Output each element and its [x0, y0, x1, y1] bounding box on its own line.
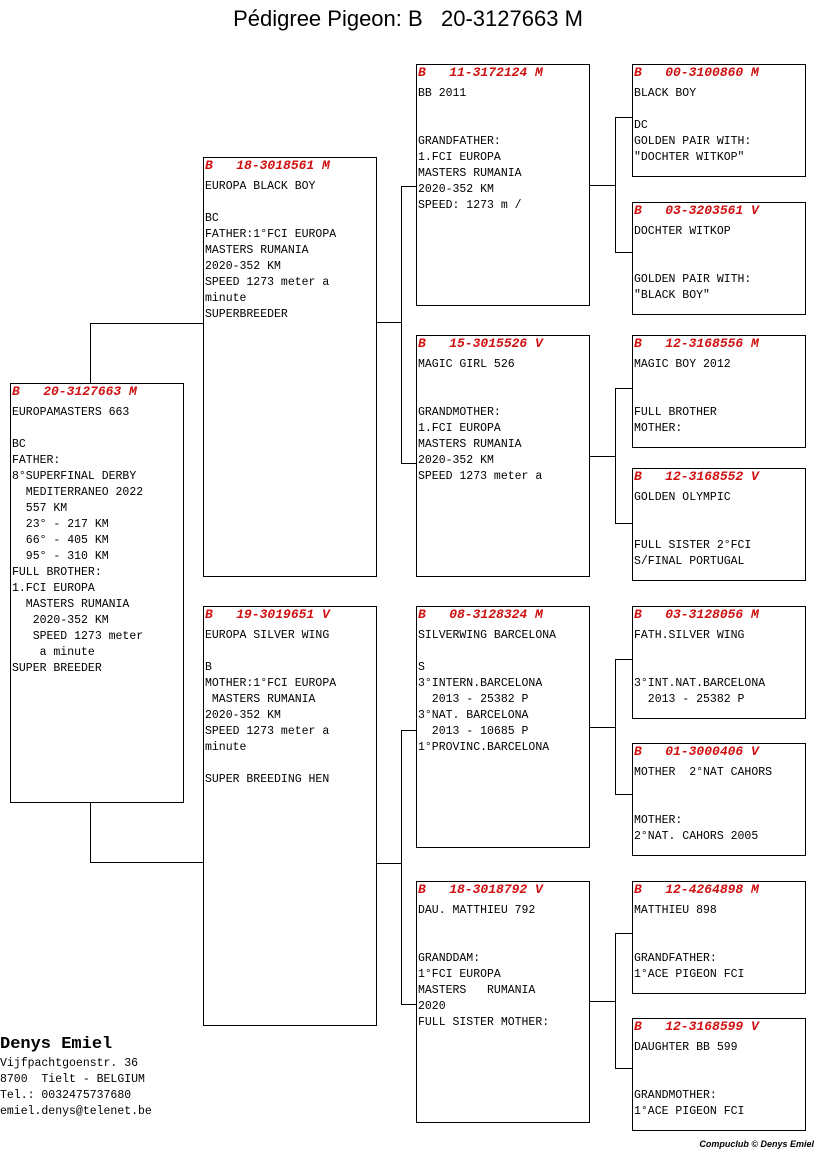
connector-line: [615, 794, 633, 795]
pigeon-info-line: BB 2011: [418, 87, 467, 100]
pigeon-info-line: SPEED 1273 meter a: [418, 470, 543, 483]
pigeon-info-line: MASTERS RUMANIA: [12, 598, 130, 611]
pigeon-info-line: DAUGHTER BB 599: [634, 1041, 738, 1054]
connector-line: [401, 730, 417, 731]
pigeon-info-line: GOLDEN OLYMPIC: [634, 491, 731, 504]
connector-line: [589, 727, 616, 728]
connector-line: [615, 933, 633, 934]
pigeon-info-line: GRANDMOTHER:: [634, 1089, 717, 1102]
owner-address-line: 8700 Tielt - BELGIUM: [0, 1073, 145, 1086]
pigeon-info-line: [634, 389, 805, 405]
ring-number: B 03-3128056 M: [634, 607, 759, 622]
connector-line: [589, 1001, 616, 1002]
pigeon-info-line: 1.FCI EUROPA: [12, 582, 95, 595]
pigeon-info-line: MAGIC BOY 2012: [634, 358, 731, 371]
pigeon-info-line: MOTHER 2°NAT CAHORS: [634, 766, 773, 779]
pigeon-info-line: SPEED: 1273 m /: [418, 199, 522, 212]
pigeon-info-line: 95° - 310 KM: [12, 550, 109, 563]
owner-email[interactable]: emiel.denys@telenet.be: [0, 1105, 152, 1118]
connector-line: [615, 388, 616, 524]
pigeon-info-line: 3°INTERN.BARCELONA: [418, 677, 543, 690]
pigeon-info-line: [205, 756, 376, 772]
connector-line: [376, 863, 402, 864]
pigeon-info-line: 1°PROVINC.BARCELONA: [418, 741, 550, 754]
pigeon-info-line: [418, 919, 589, 935]
pigeon-info-line: SUPERBREEDER: [205, 308, 288, 321]
ring-number: B 08-3128324 M: [418, 607, 543, 622]
pigeon-info: [12, 405, 183, 677]
pigeon-card-ggp-7: [632, 881, 806, 994]
owner-address-line: Vijfpachtgoenstr. 36: [0, 1057, 139, 1070]
pigeon-info-line: MASTERS RUMANIA: [205, 244, 309, 257]
pigeon-info-line: minute: [205, 292, 247, 305]
pigeon-info-line: BC: [12, 438, 26, 451]
pigeon-card-ggp-6: [632, 743, 806, 856]
pigeon-info-line: [12, 421, 183, 437]
pigeon-info-line: EUROPAMASTERS 663: [12, 406, 130, 419]
pigeon-info-line: DAU. MATTHIEU 792: [418, 904, 536, 917]
pigeon-card-granddam-paternal: [416, 335, 590, 577]
pigeon-card-granddam-maternal: [416, 881, 590, 1123]
pigeon-info-line: FULL BROTHER:: [12, 566, 102, 579]
pigeon-card-subject: [10, 383, 184, 803]
ring-number: B 12-3168599 V: [634, 1019, 759, 1034]
pigeon-info-line: [418, 644, 589, 660]
pigeon-info-line: EUROPA BLACK BOY: [205, 180, 316, 193]
ring-number: B 03-3203561 V: [634, 203, 759, 218]
pigeon-info-line: 66° - 405 KM: [12, 534, 109, 547]
pigeon-info-line: 3°NAT. BARCELONA: [418, 709, 529, 722]
pigeon-info-line: 1°ACE PIGEON FCI: [634, 1105, 745, 1118]
pigeon-info-line: [205, 195, 376, 211]
pigeon-info-line: 2020-352 KM: [12, 614, 109, 627]
connector-line: [615, 933, 616, 1069]
pigeon-info-line: MASTERS RUMANIA: [205, 693, 316, 706]
pigeon-card-grandsire-paternal: [416, 64, 590, 306]
pigeon-info-line: BLACK BOY: [634, 87, 697, 100]
ring-number: B 15-3015526 V: [418, 336, 543, 351]
pigeon-info-line: 1.FCI EUROPA: [418, 151, 501, 164]
connector-line: [615, 252, 633, 253]
pigeon-info-line: FATHER:1°FCI EUROPA: [205, 228, 337, 241]
pigeon-info: [634, 357, 805, 437]
pigeon-info-line: FATH.SILVER WING: [634, 629, 745, 642]
pigeon-info-line: GOLDEN PAIR WITH:: [634, 273, 752, 286]
pigeon-info: [418, 628, 589, 756]
connector-line: [401, 1004, 417, 1005]
connector-line: [401, 730, 402, 1005]
pigeon-info-line: BC: [205, 212, 219, 225]
pigeon-info-line: [418, 935, 589, 951]
connector-line: [90, 862, 204, 863]
connector-line: [401, 186, 417, 187]
pigeon-info-line: 1°FCI EUROPA: [418, 968, 501, 981]
pigeon-info-line: [634, 1056, 805, 1072]
pigeon-info-line: [634, 522, 805, 538]
pigeon-info-line: 1.FCI EUROPA: [418, 422, 501, 435]
pigeon-info-line: 2013 - 25382 P: [418, 693, 529, 706]
pigeon-info: [634, 765, 805, 845]
pigeon-info-line: SPEED 1273 meter a: [205, 725, 330, 738]
connector-line: [615, 117, 633, 118]
pigeon-info: [634, 903, 805, 983]
pigeon-info: [418, 903, 589, 1031]
pigeon-info-line: B: [205, 661, 212, 674]
pigeon-info-line: [634, 660, 805, 676]
connector-line: [401, 463, 417, 464]
pigeon-info-line: FULL BROTHER: [634, 406, 717, 419]
pigeon-card-ggp-1: [632, 64, 806, 177]
connector-line: [615, 523, 633, 524]
pigeon-info-line: MOTHER:: [634, 814, 683, 827]
pigeon-info-line: FULL SISTER 2°FCI: [634, 539, 752, 552]
pigeon-info-line: a minute: [12, 646, 95, 659]
pigeon-card-grandsire-maternal: [416, 606, 590, 848]
owner-phone: Tel.: 0032475737680: [0, 1089, 132, 1102]
pigeon-info: [634, 86, 805, 166]
pigeon-info-line: S: [418, 661, 425, 674]
pigeon-info-line: DC: [634, 119, 648, 132]
pigeon-info-line: [634, 644, 805, 660]
connector-line: [90, 323, 204, 324]
connector-line: [615, 659, 633, 660]
ring-number: B 18-3018561 M: [205, 158, 330, 173]
connector-line: [401, 186, 402, 464]
pigeon-info-line: SILVERWING BARCELONA: [418, 629, 557, 642]
ring-number: B 11-3172124 M: [418, 65, 543, 80]
pigeon-info-line: 2013 - 10685 P: [418, 725, 529, 738]
pigeon-info-line: GOLDEN PAIR WITH:: [634, 135, 752, 148]
pigeon-info-line: 2020-352 KM: [418, 454, 494, 467]
connector-line: [615, 388, 633, 389]
pigeon-info-line: [634, 935, 805, 951]
pigeon-info: [418, 86, 589, 214]
pigeon-info: [418, 357, 589, 485]
connector-line: [615, 117, 616, 253]
pigeon-info-line: SUPER BREEDER: [12, 662, 102, 675]
pigeon-info-line: DOCHTER WITKOP: [634, 225, 731, 238]
pigeon-info-line: MEDITERRANEO 2022: [12, 486, 144, 499]
pigeon-info-line: FATHER:: [12, 454, 61, 467]
pigeon-info-line: 8°SUPERFINAL DERBY: [12, 470, 137, 483]
pigeon-info-line: 2013 - 25382 P: [634, 693, 745, 706]
pigeon-info-line: MASTERS RUMANIA: [418, 167, 522, 180]
pigeon-info-line: EUROPA SILVER WING: [205, 629, 330, 642]
pigeon-card-ggp-8: [632, 1018, 806, 1131]
pigeon-info: [205, 628, 376, 788]
pigeon-info-line: MOTHER:: [634, 422, 683, 435]
pigeon-info-line: MASTERS RUMANIA: [418, 984, 536, 997]
ring-number: B 01-3000406 V: [634, 744, 759, 759]
pigeon-info-line: MOTHER:1°FCI EUROPA: [205, 677, 337, 690]
pigeon-info-line: 23° - 217 KM: [12, 518, 109, 531]
pigeon-info: [205, 179, 376, 323]
connector-line: [589, 456, 616, 457]
ring-number: B 20-3127663 M: [12, 384, 137, 399]
ring-number: B 12-3168552 V: [634, 469, 759, 484]
pigeon-info: [634, 1040, 805, 1120]
pigeon-card-ggp-3: [632, 335, 806, 448]
pigeon-card-dam: [203, 606, 377, 1026]
owner-name: Denys Emiel: [0, 1035, 113, 1054]
pigeon-info-line: S/FINAL PORTUGAL: [634, 555, 745, 568]
ring-number: B 12-3168556 M: [634, 336, 759, 351]
pigeon-info-line: [634, 797, 805, 813]
pigeon-info-line: 2020-352 KM: [205, 709, 281, 722]
pigeon-info-line: SPEED 1273 meter: [12, 630, 144, 643]
pigeon-info-line: [418, 102, 589, 118]
pigeon-info-line: GRANDMOTHER:: [418, 406, 501, 419]
pigeon-info-line: "DOCHTER WITKOP": [634, 151, 745, 164]
pigeon-info-line: [634, 102, 805, 118]
ring-number: B 19-3019651 V: [205, 607, 330, 622]
connector-line: [615, 659, 616, 795]
pigeon-info: [634, 490, 805, 570]
pigeon-info-line: [634, 240, 805, 256]
pigeon-info: [634, 224, 805, 304]
footer-credit: Compuclub © Denys Emiel: [699, 1139, 814, 1149]
pigeon-info-line: [205, 644, 376, 660]
connector-line: [376, 322, 402, 323]
pigeon-info-line: SUPER BREEDING HEN: [205, 773, 330, 786]
pigeon-card-ggp-4: [632, 468, 806, 581]
pigeon-info-line: 1°ACE PIGEON FCI: [634, 968, 745, 981]
pigeon-info-line: [634, 781, 805, 797]
pigeon-info-line: minute: [205, 741, 247, 754]
pigeon-info-line: 2020: [418, 1000, 446, 1013]
pigeon-info-line: MAGIC GIRL 526: [418, 358, 515, 371]
connector-line: [90, 323, 91, 383]
pigeon-info-line: GRANDFATHER:: [634, 952, 717, 965]
pigeon-info-line: [634, 506, 805, 522]
pigeon-info-line: FULL SISTER MOTHER:: [418, 1016, 550, 1029]
pigeon-info-line: GRANDDAM:: [418, 952, 481, 965]
pigeon-info-line: [634, 919, 805, 935]
pigeon-info-line: [634, 373, 805, 389]
pigeon-info-line: MASTERS RUMANIA: [418, 438, 522, 451]
pigeon-card-ggp-5: [632, 606, 806, 719]
ring-number: B 12-4264898 M: [634, 882, 759, 897]
pigeon-info-line: [418, 118, 589, 134]
pigeon-info-line: GRANDFATHER:: [418, 135, 501, 148]
pigeon-info-line: 3°INT.NAT.BARCELONA: [634, 677, 766, 690]
pigeon-info-line: 2020-352 KM: [418, 183, 494, 196]
pigeon-info-line: MATTHIEU 898: [634, 904, 717, 917]
connector-line: [615, 1068, 633, 1069]
connector-line: [90, 802, 91, 863]
pigeon-info-line: "BLACK BOY": [634, 289, 710, 302]
pigeon-info-line: 557 KM: [12, 502, 68, 515]
pigeon-info-line: 2020-352 KM: [205, 260, 281, 273]
pigeon-info-line: [418, 389, 589, 405]
pigeon-card-ggp-2: [632, 202, 806, 315]
pigeon-info-line: [634, 1072, 805, 1088]
ring-number: B 00-3100860 M: [634, 65, 759, 80]
ring-number: B 18-3018792 V: [418, 882, 543, 897]
pigeon-card-sire: [203, 157, 377, 577]
pigeon-info: [634, 628, 805, 708]
pigeon-info-line: [418, 373, 589, 389]
pigeon-info-line: 2°NAT. CAHORS 2005: [634, 830, 759, 843]
pigeon-info-line: SPEED 1273 meter a: [205, 276, 330, 289]
connector-line: [589, 185, 616, 186]
owner-block: [0, 1034, 152, 1120]
pigeon-info-line: [634, 256, 805, 272]
page-title: Pédigree Pigeon: B 20-3127663 M: [233, 6, 583, 31]
